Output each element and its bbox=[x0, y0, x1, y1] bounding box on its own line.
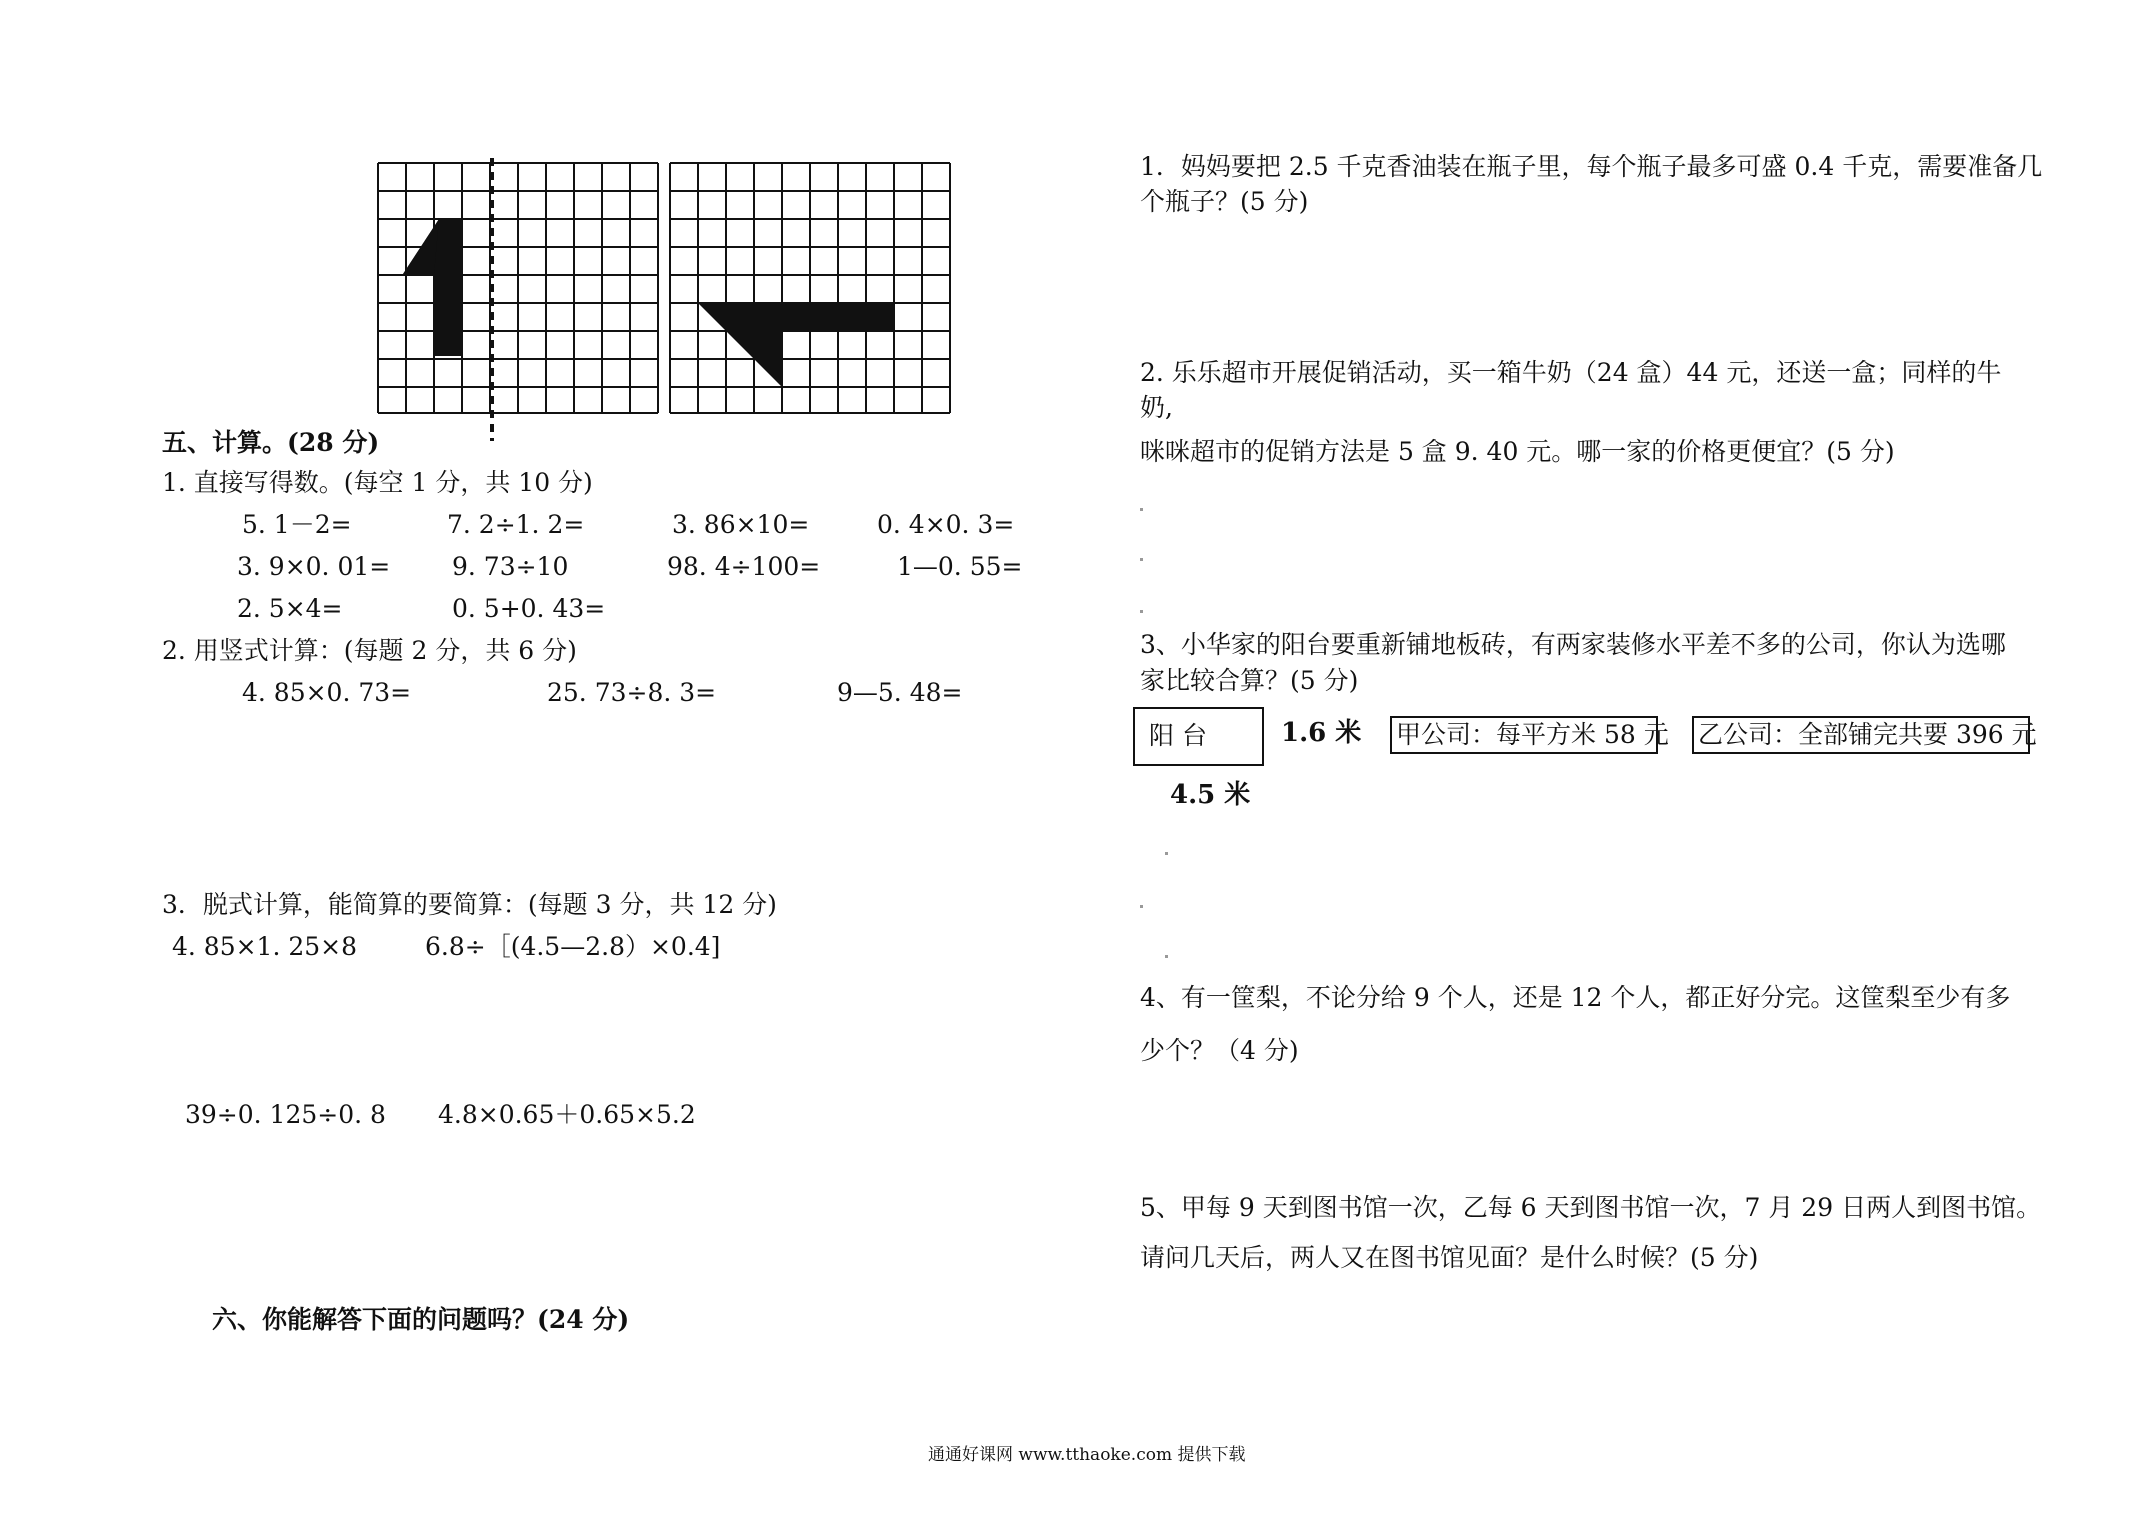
right-grid bbox=[670, 163, 950, 413]
company-a-box bbox=[1390, 716, 1669, 754]
section5-title: 五、计算。(28 分) bbox=[162, 428, 380, 457]
q2-item: 25. 73÷8. 3= bbox=[547, 678, 717, 707]
q1-item: 0. 5+0. 43= bbox=[452, 594, 606, 623]
p2-line3: 咪咪超市的促销方法是 5 盒 9. 40 元。哪一家的价格更便宜？(5 分) bbox=[1140, 437, 1895, 466]
company-b-box bbox=[1692, 716, 2037, 754]
q1-item: 1—0. 55= bbox=[897, 552, 1023, 581]
p4-line1: 4、有一筐梨，不论分给 9 个人，还是 12 个人，都正好分完。这筐梨至少有多 bbox=[1140, 983, 2011, 1012]
p5-line2: 请问几天后，两人又在图书馆见面？是什么时候？(5 分) bbox=[1140, 1243, 1759, 1272]
balcony-label: 阳 台 bbox=[1149, 721, 1207, 750]
blank-mark bbox=[1140, 610, 1143, 613]
q1-item: 9. 73÷10 bbox=[452, 552, 569, 581]
q1-heading: 1. 直接写得数。(每空 1 分，共 10 分) bbox=[162, 468, 593, 497]
q2-heading: 2. 用竖式计算：(每题 2 分，共 6 分) bbox=[162, 636, 577, 665]
q1-item: 3. 9×0. 01= bbox=[237, 552, 391, 581]
blank-mark bbox=[1165, 955, 1168, 958]
q1-item: 5. 1－2= bbox=[242, 510, 352, 539]
q1-item: 7. 2÷1. 2= bbox=[447, 510, 585, 539]
p2-line2: 奶, bbox=[1140, 393, 1173, 422]
footer-credit: 通通好课网 www.tthaoke.com 提供下载 bbox=[928, 1445, 1246, 1465]
q1-item: 98. 4÷100= bbox=[667, 552, 821, 581]
p5-line1: 5、甲每 9 天到图书馆一次，乙每 6 天到图书馆一次，7 月 29 日两人到图书馆。 bbox=[1140, 1193, 2042, 1222]
section6-title: 六、你能解答下面的问题吗？(24 分) bbox=[212, 1305, 630, 1334]
blank-mark bbox=[1140, 905, 1143, 908]
blank-mark bbox=[1140, 558, 1143, 561]
q1-item: 0. 4×0. 3= bbox=[877, 510, 1015, 539]
q3-item: 6.8÷［(4.5—2.8）×0.4] bbox=[425, 932, 721, 961]
p3-line2: 家比较合算？(5 分) bbox=[1140, 666, 1359, 695]
q3-heading: 3．脱式计算，能简算的要简算：(每题 3 分，共 12 分) bbox=[162, 890, 777, 919]
q2-item: 4. 85×0. 73= bbox=[242, 678, 412, 707]
p2-line1: 2. 乐乐超市开展促销活动，买一箱牛奶（24 盒）44 元，还送一盒；同样的牛 bbox=[1140, 358, 2002, 387]
balcony-box bbox=[1133, 707, 1264, 766]
q3-item: 4. 85×1. 25×8 bbox=[172, 932, 358, 961]
left-grid bbox=[378, 163, 658, 413]
q1-item: 3. 86×10= bbox=[672, 510, 810, 539]
width-label: 1.6 米 bbox=[1281, 718, 1362, 748]
q2-item: 9—5. 48= bbox=[837, 678, 963, 707]
q3-item: 4.8×0.65＋0.65×5.2 bbox=[438, 1100, 696, 1129]
p3-line1: 3、小华家的阳台要重新铺地板砖，有两家装修水平差不多的公司，你认为选哪 bbox=[1140, 630, 2006, 659]
q3-item: 39÷0. 125÷0. 8 bbox=[185, 1100, 386, 1129]
p4-line2: 少个？（4 分) bbox=[1140, 1036, 1299, 1065]
p1-line1: 1．妈妈要把 2.5 千克香油装在瓶子里，每个瓶子最多可盛 0.4 千克，需要准备几 bbox=[1140, 152, 2043, 181]
length-label: 4.5 米 bbox=[1170, 780, 1251, 810]
company-b-label: 乙公司：全部铺完共要 396 元 bbox=[1698, 720, 2037, 749]
grid-figure bbox=[375, 158, 955, 443]
company-a-label: 甲公司：每平方米 58 元 bbox=[1396, 720, 1669, 749]
blank-mark bbox=[1165, 852, 1168, 855]
q1-item: 2. 5×4= bbox=[237, 594, 343, 623]
blank-mark bbox=[1140, 508, 1143, 511]
p1-line2: 个瓶子？(5 分) bbox=[1140, 187, 1309, 216]
